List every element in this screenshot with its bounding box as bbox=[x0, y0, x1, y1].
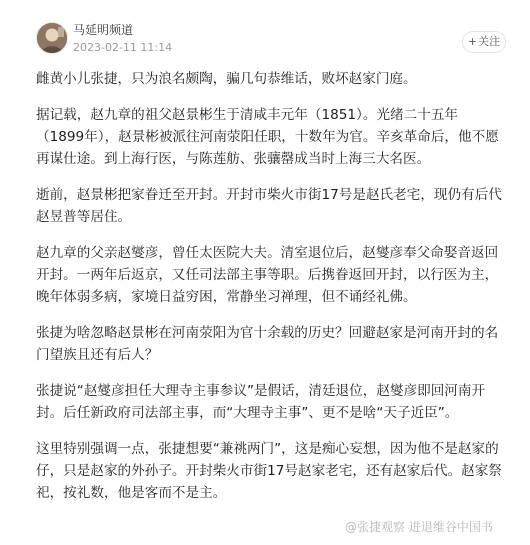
post-paragraph: 赵九章的父亲赵燮彦，曾任太医院大夫。清室退位后，赵燮彦奉父命娶音返回开封。一两年后返京，又任司法部主事等职。后携眷返回开封，以行医为主，晚年体弱多病，家境日益穷困，常静坐习禅理，但不诵经礼佛。 bbox=[36, 245, 499, 305]
author-name[interactable]: 马延明频道 bbox=[73, 23, 134, 37]
post-paragraph: 据记载，赵九章的祖父赵景彬生于清咸丰元年（1851）。光绪二十五年（1899年），赵景彬被派往河南荥阳任职，十数年为官。辛亥革命后，他不愿再谋仕途。到上海行医，与陈莲舫、张骧罄成当时上海三大名医。 bbox=[36, 107, 499, 167]
post-header bbox=[0, 0, 530, 62]
plus-icon: + bbox=[467, 35, 478, 48]
post-paragraph: 逝前，赵景彬把家眷迁至开封。开封市柴火市街17号是赵氏老宅，现仍有后代赵昱普等居住。 bbox=[36, 187, 502, 225]
avatar[interactable] bbox=[36, 22, 68, 54]
post-body bbox=[36, 68, 504, 518]
watermark-text: @张捷观察 进退维谷中国书 bbox=[345, 520, 493, 534]
post-paragraph: 张捷说“赵燮彦担任大理寺主事参议”是假话，清廷退位，赵燮彦即回河南开封。后任新政府司法部主事，而“大理寺主事”、更不是啥“天子近臣”。 bbox=[36, 383, 486, 421]
post-paragraph: 雌黄小儿张捷，只为浪名颇陶，骗几句恭维话，败坏赵家门庭。 bbox=[36, 71, 417, 87]
watermark bbox=[345, 519, 493, 535]
post-paragraph: 这里特别强调一点，张捷想要“兼祧两门”，这是痴心妄想，因为他不是赵家的仔，只是赵家的外孙子。开封柴火市街17号赵家老宅，还有赵家后代。赵家祭祀，按礼数，他是客而不是主。 bbox=[36, 441, 502, 501]
post-timestamp: 2023-02-11 11:14 bbox=[73, 41, 173, 54]
follow-button[interactable] bbox=[462, 31, 506, 53]
follow-label: 关注 bbox=[478, 35, 501, 48]
post-paragraph: 张捷为啥忽略赵景彬在河南荥阳为官十余载的历史？回避赵家是河南开封的名门望族且还有后人？ bbox=[36, 325, 499, 363]
avatar-portrait-icon bbox=[37, 23, 67, 53]
